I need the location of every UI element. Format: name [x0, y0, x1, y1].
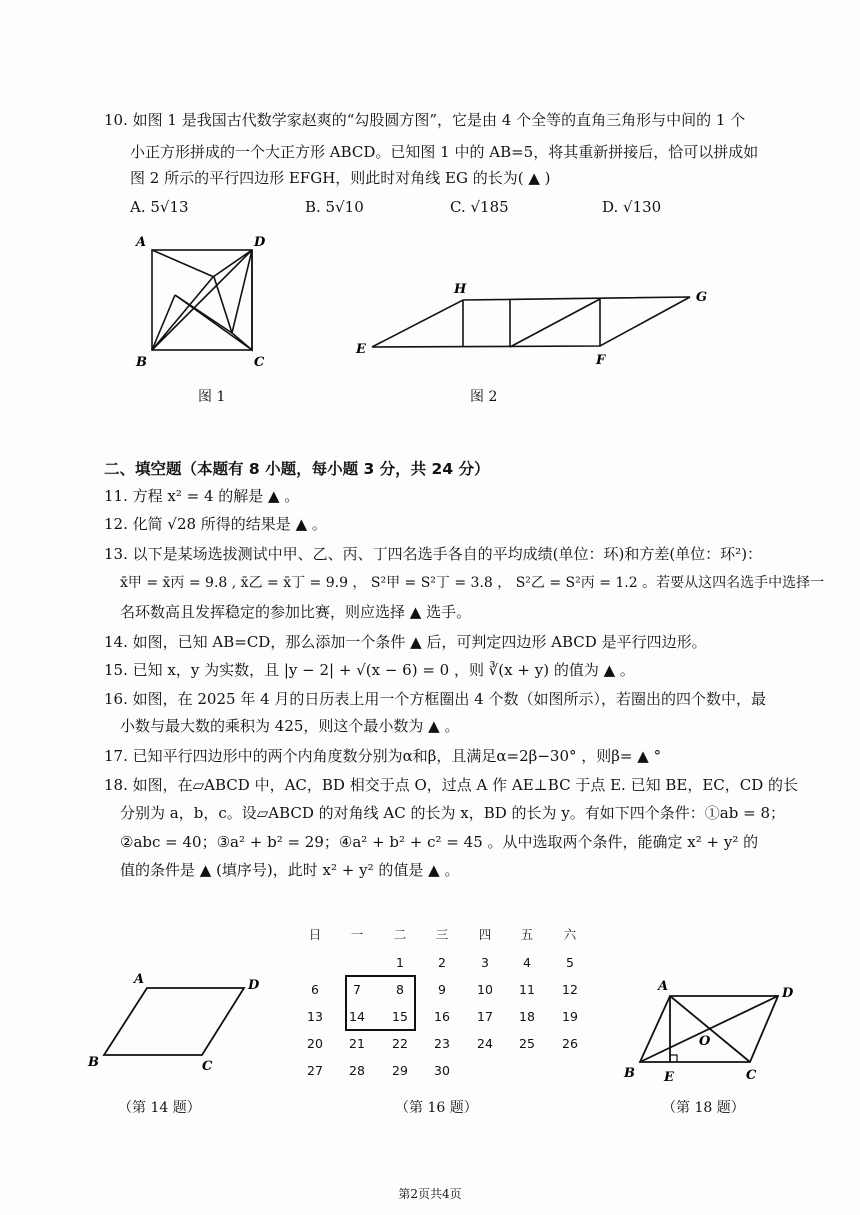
calendar-day: 29 [392, 1063, 408, 1078]
question-13-line-3: 名环数高且发挥稳定的参加比赛，则应选择 ▲ 选手。 [120, 603, 472, 621]
calendar-day: 9 [438, 982, 446, 997]
q10-option-c: C. √185 [450, 198, 509, 216]
fig1-label-c: C [254, 355, 265, 370]
fig1-caption: 图 1 [198, 389, 226, 405]
question-18-line-1: 18. 如图，在▱ABCD 中，AC，BD 相交于点 O，过点 A 作 AE⊥BC 于点 E. 已知 BE，EC，CD 的长 [104, 776, 799, 794]
question-13-line-1: 13. 以下是某场选拔测试中甲、乙、丙、丁四名选手各自的平均成绩(单位：环)和方差(单位：环²)： [104, 545, 763, 563]
fig14-label-d: D [248, 978, 260, 993]
fig18-label-c: C [746, 1068, 757, 1083]
calendar-day: 17 [477, 1009, 493, 1024]
question-16-line-1: 16. 如图，在 2025 年 4 月的日历表上用一个方框圈出 4 个数（如图所示），若圈出的四个数中，最 [104, 690, 766, 708]
q10-line-1: 10. 如图 1 是我国古代数学家赵爽的“勾股圆方图”，它是由 4 个全等的直角三角形与中间的 1 个 [104, 111, 746, 129]
fig2-label-h: H [454, 282, 467, 297]
calendar-caption: （第 16 题） [395, 1100, 478, 1116]
calendar-day: 7 [353, 982, 361, 997]
calendar-day: 20 [307, 1036, 323, 1051]
fig18-label-b: B [624, 1066, 635, 1081]
calendar-day: 12 [562, 982, 578, 997]
fig14-label-c: C [202, 1059, 213, 1074]
calendar-day: 5 [566, 955, 574, 970]
figure-14-parallelogram [82, 968, 272, 1078]
fig18-caption: （第 18 题） [662, 1100, 745, 1116]
fig18-label-a: A [658, 979, 669, 994]
fig18-label-o: O [699, 1034, 711, 1049]
calendar-day: 8 [396, 982, 404, 997]
calendar-header: 三 [435, 927, 449, 942]
fig1-label-a: A [136, 235, 147, 250]
fig2-label-f: F [596, 353, 606, 368]
question-16-line-2: 小数与最大数的乘积为 425，则这个最小数为 ▲ 。 [120, 717, 460, 735]
question-13-line-2: x̄甲 = x̄丙 = 9.8 , x̄乙 = x̄丁 = 9.9 ， S²甲 = S²丁 = 3.8 ， S²乙 = S²丙 = 1.2 。若要从这四名选手中选择一 [120, 575, 825, 591]
question-18-line-2: 分别为 a，b，c。设▱ABCD 的对角线 AC 的长为 x，BD 的长为 y。有如下四个条件：①ab = 8； [120, 804, 785, 822]
calendar-selection-box [345, 975, 416, 1031]
fig14-label-b: B [88, 1055, 99, 1070]
fig2-caption: 图 2 [470, 389, 498, 405]
question-11: 11. 方程 x² = 4 的解是 ▲ 。 [104, 487, 300, 505]
calendar-day: 16 [434, 1009, 450, 1024]
q10-option-a: A. 5√13 [130, 198, 189, 216]
fig2-label-g: G [696, 290, 708, 305]
calendar-header: 二 [393, 927, 407, 942]
q10-line-3: 图 2 所示的平行四边形 EFGH，则此时对角线 EG 的长为( ▲ ) [130, 169, 551, 187]
fig2-label-e: E [356, 342, 366, 357]
calendar-day: 18 [519, 1009, 535, 1024]
fig18-label-d: D [782, 986, 794, 1001]
calendar-day: 27 [307, 1063, 323, 1078]
calendar-day: 1 [396, 955, 404, 970]
calendar-day: 22 [392, 1036, 408, 1051]
calendar-day: 24 [477, 1036, 493, 1051]
question-14: 14. 如图，已知 AB=CD，那么添加一个条件 ▲ 后，可判定四边形 ABCD 是平行四边形。 [104, 633, 707, 651]
calendar-day: 11 [519, 982, 535, 997]
calendar-day: 3 [481, 955, 489, 970]
fig1-label-d: D [254, 235, 266, 250]
calendar-day: 28 [349, 1063, 365, 1078]
calendar-day: 13 [307, 1009, 323, 1024]
calendar-day: 23 [434, 1036, 450, 1051]
calendar-header: 四 [478, 927, 492, 942]
section-2-heading: 二、填空题（本题有 8 小题，每小题 3 分，共 24 分） [104, 460, 490, 478]
calendar-day: 4 [523, 955, 531, 970]
q10-line-2: 小正方形拼成的一个大正方形 ABCD。已知图 1 中的 AB=5，将其重新拼接后，恰可以拼成如 [130, 143, 759, 161]
calendar-day: 25 [519, 1036, 535, 1051]
calendar-header: 日 [308, 927, 322, 942]
calendar-day: 26 [562, 1036, 578, 1051]
fig14-label-a: A [134, 972, 145, 987]
figure-18-parallelogram [618, 975, 808, 1090]
figure-1-diagram [130, 232, 280, 372]
fig1-label-b: B [136, 355, 147, 370]
calendar-header: 五 [520, 927, 534, 942]
calendar-header: 一 [350, 927, 364, 942]
q10-option-d: D. √130 [602, 198, 662, 216]
calendar-april-2025 [295, 925, 595, 1085]
calendar-header: 六 [563, 927, 577, 942]
calendar-day: 30 [434, 1063, 450, 1078]
calendar-day: 19 [562, 1009, 578, 1024]
question-18-line-3: ②abc = 40；③a² + b² = 29；④a² + b² + c² = 45 。从中选取两个条件，能确定 x² + y² 的 [120, 833, 759, 851]
fig18-label-e: E [664, 1070, 674, 1085]
q10-option-b: B. 5√10 [305, 198, 364, 216]
calendar-day: 14 [349, 1009, 365, 1024]
question-15: 15. 已知 x，y 为实数，且 |y − 2| + √(x − 6) = 0 ，则 ∛(x + y) 的值为 ▲ 。 [104, 661, 635, 679]
calendar-day: 6 [311, 982, 319, 997]
calendar-day: 2 [438, 955, 446, 970]
calendar-day: 10 [477, 982, 493, 997]
question-18-line-4: 值的条件是 ▲ (填序号)，此时 x² + y² 的值是 ▲ 。 [120, 861, 460, 879]
figure-2-diagram [350, 280, 720, 370]
calendar-day: 15 [392, 1009, 408, 1024]
question-12: 12. 化简 √28 所得的结果是 ▲ 。 [104, 515, 327, 533]
question-17: 17. 已知平行四边形中的两个内角度数分别为α和β，且满足α=2β−30° ，则β= ▲ ° [104, 747, 662, 765]
calendar-day: 21 [349, 1036, 365, 1051]
fig14-caption: （第 14 题） [118, 1100, 201, 1116]
page-footer: 第2页共4页 [398, 1187, 462, 1201]
